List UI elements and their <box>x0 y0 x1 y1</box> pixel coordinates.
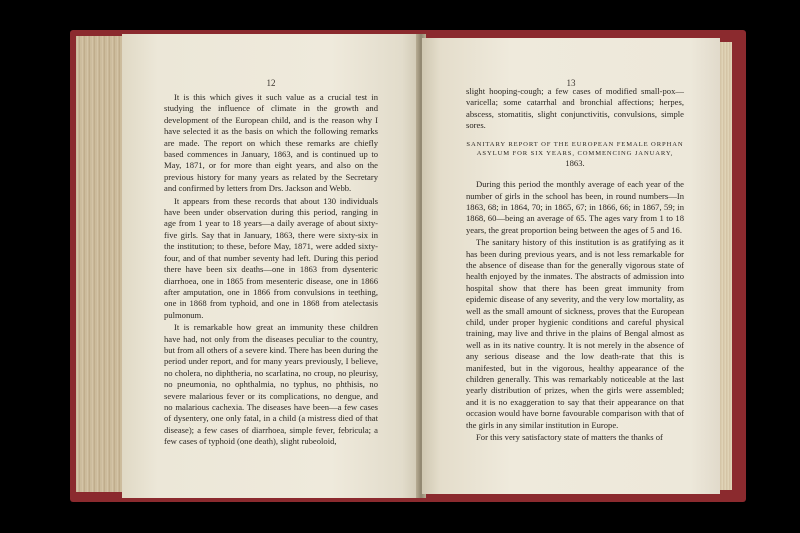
section-heading <box>466 140 684 170</box>
section-heading-text: SANITARY REPORT OF THE EUROPEAN FEMALE ORPHAN ASYLUM FOR SIX YEARS, COMMENCING JANUARY, <box>466 140 684 158</box>
left-paragraph-2: It appears from these records that about 130 individuals have been under observation during this period, ranging in age from 1 year to 18 years—a daily average of about sixty-five girls. Say that in January, 1863, there were sixty-six in the institution; to these, before May, 1871, were added sixty-four, and of that number seventy had left. During this period there have been six deaths—one in 1863 from dysenteric diarrhoea, one in 1865 from mesenteric disease, one in 1866 after amputation, one in 1866 from convulsions in teething, one in 1868 from typhoid, and one in 1868 from atelectasis pulmonum. <box>164 195 378 320</box>
page-number-right: 13 <box>566 78 576 88</box>
page-number-left: 12 <box>266 78 276 88</box>
open-book <box>66 30 746 502</box>
left-page-text <box>164 92 378 449</box>
section-heading-year: 1863. <box>565 157 585 168</box>
left-paragraph-1: It is this which gives it such value as a crucial test in studying the influence of climate in the growth and development of the European child, and is the reason why I have selected it as the basis on which the following remarks are made. The report on which these remarks are chiefly based commences in January, 1863, and is continued up to May, 1871, or for more than eight years, and also on the previous history for many years as related by the Secretary and confirmed by letters from Drs. Jackson and Webb. <box>164 92 378 194</box>
page-edges-right <box>718 42 732 490</box>
right-intro-paragraph: slight hooping-cough; a few cases of modified small-pox—varicella; some catarrhal and bronchial affections; herpes, abscess, stomatitis, slight conjunctivitis, convulsions, simple sores. <box>466 86 684 131</box>
left-paragraph-3: It is remarkable how great an immunity these children have had, not only from the diseases peculiar to the country, but from all others of a severe kind. There has been during the period under report, and for many years previously, I believe, no cholera, no diphtheria, no scarlatina, no croup, no pleurisy, no pneumonia, no ophthalmia, no typhus, no phthisis, no severe malarious fever or its complications, no dengue, and no malarious cachexia. The diseases have been—a few cases of dysentery, one only fatal, in a child (a mistress died of that disease); a few cases of diarrhoea, simple fever, febricula; a few cases of typhoid (one death), slight rubeoloid, <box>164 322 378 447</box>
right-page-text <box>466 86 684 444</box>
page-edges-left <box>76 36 128 492</box>
right-paragraph-1: During this period the monthly average of each year of the number of girls in the school has been, in round numbers—In 1863, 68; in 1864, 70; in 1865, 67; in 1866, 66; in 1867, 59; in 1868, 60—being an average of 65. The ages vary from 1 to 18 years, the great proportion being between the ages of 5 and 16. <box>466 179 684 235</box>
right-paragraph-3: For this very satisfactory state of matters the thanks of <box>476 432 663 443</box>
right-paragraph-2: The sanitary history of this institution is as gratifying as it has been during previous years, and is not less remarkable for the absence of disease than for the generally vigorous state of health enjoyed by the inmates. The abstracts of admission into hospital show that there has been great immunity from epidemic disease of any severity, and the very low mortality, as well as the small amount of sickness, proves that the European child, under proper hygienic conditions and careful physical training, may live and thrive in the plains of Bengal almost as well as in its native country. It is not merely in the absence of any serious disease and the low death-rate that this is manifested, but in the vigorous, healthy appearance of the children generally. This was remarkably noticeable at the last yearly distribution of prizes, when the girls were assembled; and it is no exaggeration to say that their appearance on that occasion would have borne favourable comparison with that of the girls in any similar institution in Europe. <box>466 237 684 430</box>
right-page <box>422 38 720 494</box>
left-page <box>122 34 420 498</box>
